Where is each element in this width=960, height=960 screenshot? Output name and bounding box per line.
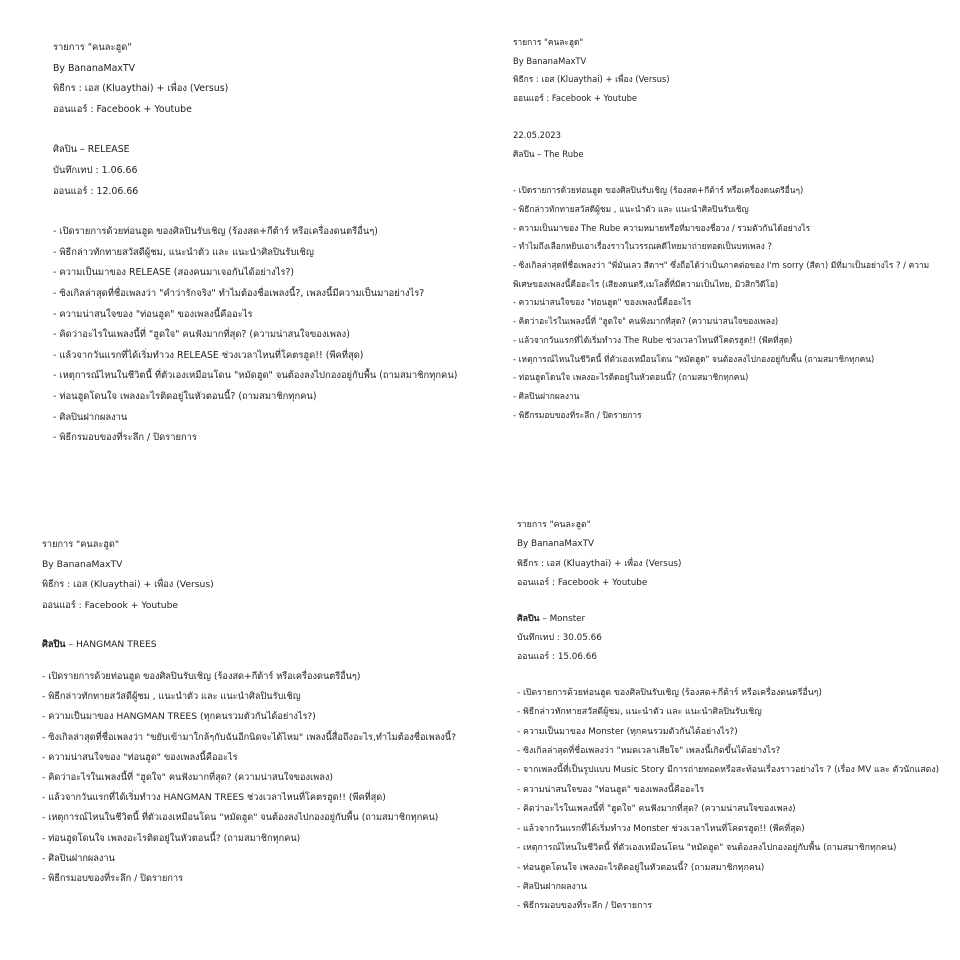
artist-name: – The Rube	[534, 148, 584, 159]
agenda-item: - ท่อนฮูดโดนใจ เพลงอะไรติดอยู่ในหัวตอนนี้? (ถามสมาชิกทุกคน)	[53, 390, 317, 402]
agenda-item: - แล้วจากวันแรกที่ได้เริ่มทำวง HANGMAN TREES ช่วงเวลาไหนที่โคตรฮูด!! (พีคที่สุด)	[42, 792, 386, 804]
artist-name: – HANGMAN TREES	[65, 638, 157, 650]
agenda-item: - คิดว่าอะไรในเพลงนี้ที่ "ฮูดใจ" คนฟังมากที่สุด? (ความน่าสนใจของเพลง)	[513, 316, 779, 327]
agenda-item: - พิธีกล่าวทักทายสวัสดีผู้ชม, แนะนำตัว และ แนะนำศิลปินรับเชิญ	[517, 707, 762, 718]
rundown-document-the-rube	[513, 33, 953, 424]
agenda-item: - ความเป็นมาของ The Rube ความหมายหรือที่มาของชื่อวง / รวมตัวกันได้อย่างไร	[513, 222, 811, 233]
onair-platforms-line: ออนแอร์ : Facebook + Youtube	[53, 103, 192, 115]
artist-label: ศิลปิน	[517, 613, 540, 624]
agenda-item: - เหตุการณ์ไหนในชีวิตนี้ ที่ตัวเองเหมือนโดน "หมัดฮูด" จนต้องลงไปกองอยู่กับพื้น (ถามสมาชิกทุกคน)	[517, 843, 897, 854]
agenda-item: - ความน่าสนใจของ "ท่อนฮูด" ของเพลงนี้คืออะไร	[53, 308, 253, 320]
artist-heading	[517, 610, 957, 629]
recording-date: บันทึกเทป : 30.05.66	[517, 633, 602, 644]
artist-name: – RELEASE	[77, 144, 130, 156]
artist-heading	[513, 145, 953, 164]
artist-label: ศิลปิน	[53, 144, 78, 156]
agenda-item: - พิธีกรมอบของที่ระลึก / ปิดรายการ	[517, 901, 653, 912]
agenda-item: - ศิลปินฝากผลงาน	[53, 411, 128, 423]
artist-label: ศิลปิน	[42, 638, 66, 650]
agenda-item: - แล้วจากวันแรกที่ได้เริ่มทำวง The Rube ช่วงเวลาไหนที่โคตรฮูด!! (พีคที่สุด)	[513, 334, 793, 345]
producer-line: By BananaMaxTV	[517, 539, 594, 550]
agenda-item: - เหตุการณ์ไหนในชีวิตนี้ ที่ตัวเองเหมือนโดน "หมัดฮูด" จนต้องลงไปกองอยู่กับพื้น (ถามสมาชิกทุกคน)	[42, 812, 439, 824]
agenda-item: - คิดว่าอะไรในเพลงนี้ที่ "ฮูดใจ" คนฟังมากที่สุด? (ความน่าสนใจของเพลง)	[42, 772, 333, 784]
agenda-item: - แล้วจากวันแรกที่ได้เริ่มทำวง RELEASE ช่วงเวลาไหนที่โคตรฮูด!! (พีคที่สุด)	[53, 349, 364, 361]
hosts-line: พิธีกร : เอส (Kluaythai) + เพื่อง (Versus)	[53, 83, 229, 95]
onair-platforms-line: ออนแอร์ : Facebook + Youtube	[513, 93, 638, 104]
agenda-item: - ซิงเกิลล่าสุดที่ชื่อเพลงว่า "ขยับเข้ามาใกล้ๆกับฉันอีกนิดจะได้ไหม" เพลงนี้สื่อถึงอะไร,ทำไมต้องชื่อเพลงนี้?	[42, 731, 456, 743]
agenda-item: - คิดว่าอะไรในเพลงนี้ที่ "ฮูดใจ" คนฟังมากที่สุด? (ความน่าสนใจของเพลง)	[53, 329, 350, 341]
show-title: รายการ "คนละฮูด"	[53, 42, 132, 53]
show-title: รายการ "คนละฮูด"	[42, 539, 120, 550]
agenda-item: - พิธีกล่าวทักทายสวัสดีผู้ชม, แนะนำตัว และ แนะนำศิลปินรับเชิญ	[53, 246, 314, 258]
artist-heading	[53, 140, 473, 161]
agenda-item: - ศิลปินฝากผลงาน	[513, 390, 580, 401]
onair-platforms-line: ออนแอร์ : Facebook + Youtube	[42, 599, 179, 611]
agenda-item: - ท่อนฮูดโดนใจ เพลงอะไรติดอยู่ในหัวตอนนี้? (ถามสมาชิกทุกคน)	[42, 832, 301, 844]
agenda-item: - ความน่าสนใจของ "ท่อนฮูด" ของเพลงนี้คืออะไร	[42, 751, 238, 763]
agenda-item: - ซิงเกิลล่าสุดที่ชื่อเพลงว่า "คำว่ารักจริง" ทำไมต้องชื่อเพลงนี้?, เพลงนี้มีความเป็นมาอย่างไร?	[53, 287, 425, 299]
recording-date: บันทึกเทป : 1.06.66	[53, 164, 138, 176]
producer-line: By BananaMaxTV	[53, 62, 136, 74]
rundown-document-release	[53, 38, 473, 449]
rundown-document-hangman-trees	[42, 535, 462, 889]
agenda-item: - จากเพลงนี้ที่เป็นรูปแบบ Music Story มีการถ่ายทอดหรือสะท้อนเรื่องราวอย่างไร ? (เรื่อง MV และ ตัวนักแสดง)	[517, 765, 940, 776]
agenda-item: - ท่อนฮูดโดนใจ เพลงอะไรติดอยู่ในหัวตอนนี้? (ถามสมาชิกทุกคน)	[513, 372, 749, 383]
artist-label: ศิลปิน	[513, 148, 535, 159]
agenda-item: - เปิดรายการด้วยท่อนฮูด ของศิลปินรับเชิญ (ร้องสด+กีต้าร์ หรือเครื่องดนตรีอื่นๆ)	[517, 687, 822, 698]
agenda-item: - ความน่าสนใจของ "ท่อนฮูด" ของเพลงนี้คืออะไร	[517, 784, 705, 795]
agenda-item: - พิธีกล่าวทักทายสวัสดีผู้ชม , แนะนำตัว และ แนะนำศิลปินรับเชิญ	[42, 691, 301, 703]
agenda-item: - เปิดรายการด้วยท่อนฮูด ของศิลปินรับเชิญ (ร้องสด+กีต้าร์ หรือเครื่องดนตรีอื่นๆ)	[42, 671, 361, 683]
agenda-item: - พิธีกรมอบของที่ระลึก / ปิดรายการ	[513, 409, 642, 420]
agenda-item: - เปิดรายการด้วยท่อนฮูด ของศิลปินรับเชิญ (ร้องสด+กีต้าร์ หรือเครื่องดนตรีอื่นๆ)	[53, 226, 378, 238]
agenda-item: - พิธีกล่าวทักทายสวัสดีผู้ชม , แนะนำตัว และ แนะนำศิลปินรับเชิญ	[513, 203, 749, 214]
episode-date: 22.05.2023	[513, 129, 561, 140]
hosts-line: พิธีกร : เอส (Kluaythai) + เพื่อง (Versus)	[517, 558, 682, 569]
rundown-document-monster	[517, 516, 957, 917]
agenda-item: - ซิงเกิลล่าสุดที่ชื่อเพลงว่า "พี่มันเลว สีดาฯ" ซึ่งถือได้ว่าเป็นภาคต่อของ I'm sorry (สีดา) มีที่มาเป็นอย่างไร ? / ความ	[513, 260, 930, 271]
show-title: รายการ "คนละฮูด"	[513, 37, 584, 47]
agenda-item: - เปิดรายการด้วยท่อนฮูด ของศิลปินรับเชิญ (ร้องสด+กีต้าร์ หรือเครื่องดนตรีอื่นๆ)	[513, 185, 804, 196]
onair-date: ออนแอร์ : 15.06.66	[517, 652, 597, 663]
agenda-item: - แล้วจากวันแรกที่ได้เริ่มทำวง Monster ช่วงเวลาไหนที่โคตรฮูด!! (พีคที่สุด)	[517, 823, 805, 834]
agenda-item-continued: พิเศษของเพลงนี้คืออะไร (เสียงดนตรี,เมโลดี้ที่มีความเป็นไทย, มิวสิกวิดีโอ)	[513, 278, 779, 289]
agenda-item: - เหตุการณ์ไหนในชีวิตนี้ ที่ตัวเองเหมือนโดน "หมัดฮูด" จนต้องลงไปกองอยู่กับพื้น (ถามสมาชิกทุกคน)	[53, 370, 458, 382]
agenda-item: - ความเป็นมาของ RELEASE (สองคนมาเจอกันได้อย่างไร?)	[53, 267, 295, 279]
agenda-item: - ท่อนฮูดโดนใจ เพลงอะไรติดอยู่ในหัวตอนนี้? (ถามสมาชิกทุกคน)	[517, 862, 765, 873]
hosts-line: พิธีกร : เอส (Kluaythai) + เพื่อง (Versus)	[42, 579, 214, 591]
agenda-item: - ความเป็นมาของ HANGMAN TREES (ทุกคนรวมตัวกันได้อย่างไร?)	[42, 711, 316, 723]
agenda-item: - ศิลปินฝากผลงาน	[42, 852, 115, 864]
artist-heading	[42, 635, 462, 655]
agenda-item: - คิดว่าอะไรในเพลงนี้ที่ "ฮูดใจ" คนฟังมากที่สุด? (ความน่าสนใจของเพลง)	[517, 804, 796, 815]
agenda-item: - ซิงเกิลล่าสุดที่ชื่อเพลงว่า "หมดเวลาเสียใจ" เพลงนี้เกิดขึ้นได้อย่างไร?	[517, 746, 781, 757]
agenda-item: - ศิลปินฝากผลงาน	[517, 881, 587, 892]
producer-line: By BananaMaxTV	[42, 559, 123, 571]
agenda-item: - พิธีกรมอบของที่ระลึก / ปิดรายการ	[53, 432, 197, 444]
onair-date: ออนแอร์ : 12.06.66	[53, 185, 139, 197]
agenda-item: - ทำไมถึงเลือกหยิบเอาเรื่องราวในวรรณคดีไทยมาถ่ายทอดเป็นบทเพลง ?	[513, 241, 772, 252]
artist-name: – Monster	[539, 613, 586, 624]
agenda-item: - ความน่าสนใจของ "ท่อนฮูด" ของเพลงนี้คืออะไร	[513, 297, 692, 308]
agenda-item: - ความเป็นมาของ Monster (ทุกคนรวมตัวกันได้อย่างไร?)	[517, 726, 738, 737]
producer-line: By BananaMaxTV	[513, 55, 587, 66]
show-title: รายการ "คนละฮูด"	[517, 520, 591, 530]
onair-platforms-line: ออนแอร์ : Facebook + Youtube	[517, 578, 648, 589]
agenda-item: - พิธีกรมอบของที่ระลึก / ปิดรายการ	[42, 873, 184, 885]
hosts-line: พิธีกร : เอส (Kluaythai) + เพื่อง (Versus)	[513, 74, 670, 85]
agenda-item: - เหตุการณ์ไหนในชีวิตนี้ ที่ตัวเองเหมือนโดน "หมัดฮูด" จนต้องลงไปกองอยู่กับพื้น (ถามสมาชิกทุกคน)	[513, 353, 875, 364]
